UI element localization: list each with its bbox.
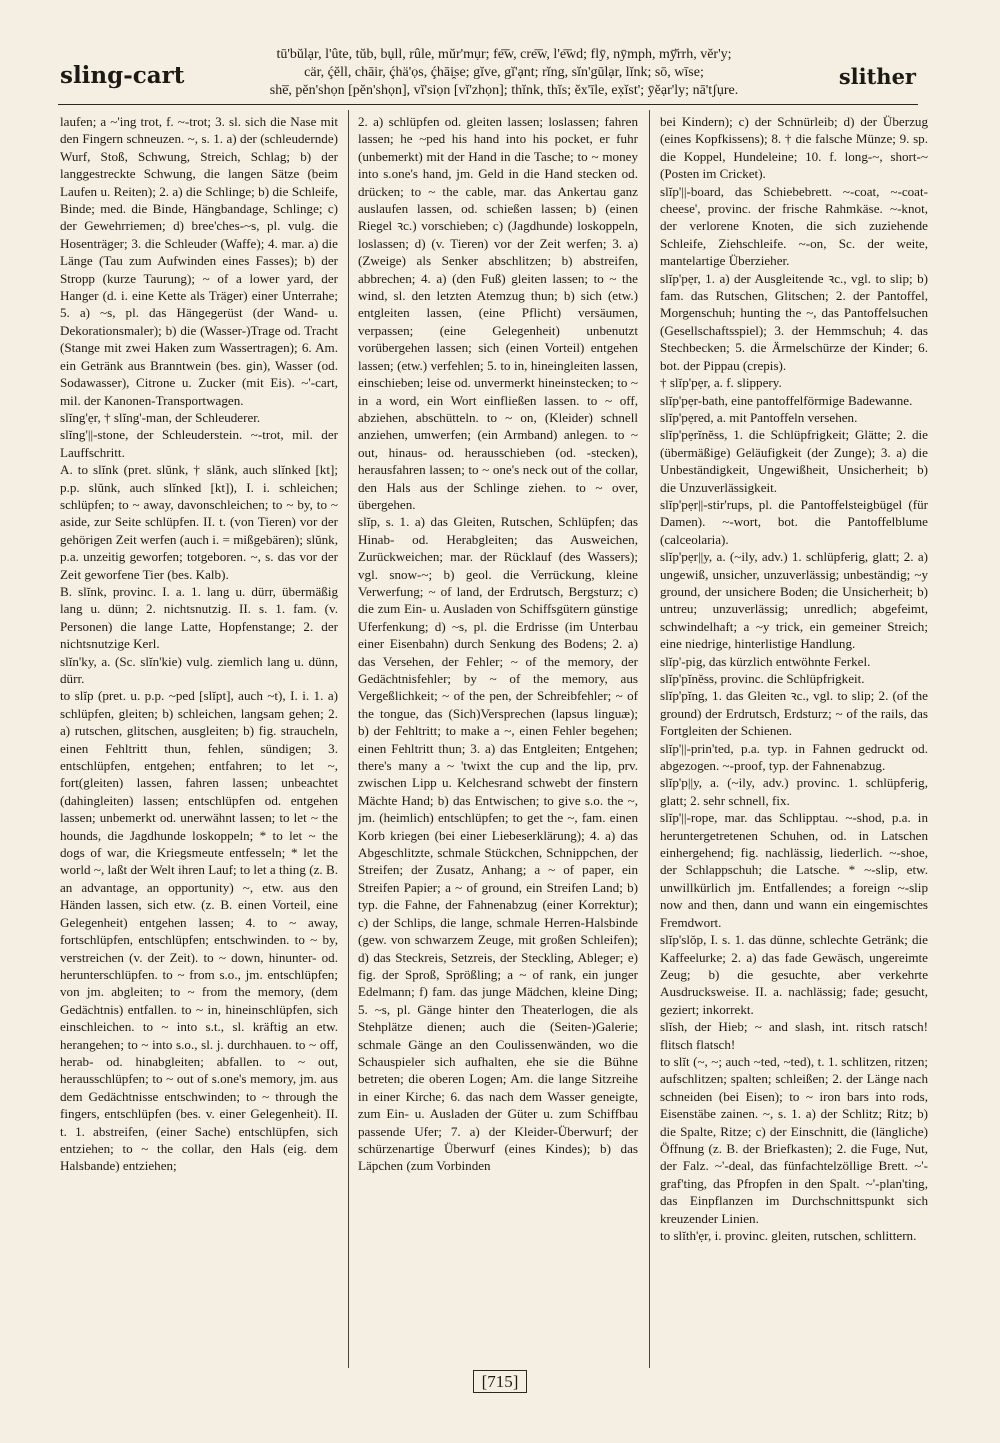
dictionary-entry: to slĭp (pret. u. p.p. ~ped [slĭpt], auch ~t), I. i. 1. a) schlüpfen, gleiten; b) schleichen, langsam gehen; 2. a) rutschen, glitschen, ausgleiten; b) fig. straucheln, einen Fehltritt thun, fehlen, sündigen; 3. entschlüpfen, entgehen; entfahren; to let ~, fort(gleiten) lassen, fahren lassen; unbeachtet (dahingleiten) lassen; entschlüpfen od. entgehen lassen; unbemerkt od. unerwähnt lassen; to let ~ the hounds, die Jagdhunde loskoppeln; * to let ~ the dogs of war, die Kriegsmeute entfesseln; * let the world ~, laßt der Welt ihren Lauf; to let a thing (z. B. an advantage, an opportunity) ~, etw. aus den Händen lassen, sich etw. (z. B. einen Vorteil, eine Gelegenheit) entgehen lassen; 4. to ~ away, fortschlüpfen, entschlüpfen; entschwinden. to ~ by, verstreichen (v. der Zeit). to ~ down, hinunter- od. herunterschlüpfen. to ~ from s.o., jm. entschlüpfen; von jm. abgleiten; to ~ from the memory, (dem Gedächtnis) entfallen. to ~ in, hineinschlüpfen, sich einschleichen. to ~ into s.t., sl. kräftig an etw. herangehen; to ~ into s.o., sl. j. durchhauen. to ~ off, herab- od. hinabgleiten; abfallen. to ~ out, herausschlüpfen; to ~ out of s.one's memory, jm. aus dem Gedächtnisse entschwinden; to ~ through the fingers, entschlüpfen (bes. v. einer Gelegenheit). II. t. 1. abstreifen, (einer Sache) entschlüpfen, sich entziehen; to ~ the collar, den Hals (eig. dem Halsbande) entziehen; xyxy=(60,688,338,1174)
pronunciation-key xyxy=(214,46,794,100)
dictionary-entry: slĭp, s. 1. a) das Gleiten, Rutschen, Schlüpfen; das Hinab- od. Herabgleiten; das Ausweichen, Zurückweichen; mar. der Rücklauf (des Wassers); vgl. snow-~; b) geol. die Verrückung, kleine Verwerfung; ~ of land, der Erdrutsch, Bergsturz; c) die zum Ein- u. Ausladen von Schiffsgütern günstige Uferfenkung; d) ~s, pl. die Erdrisse (im Unterbau einer Eisenbahn) durch Senkung des Bodens; 2. a) das Versehen, der Fehler; ~ of the memory, der Gedächtnisfehler; by ~ of the memory, aus Vergeßlichkeit; ~ of the pen, der Schreibfehler; ~ of the tongue, das (Sich)Versprechen (lapsus linguæ); b) der Fehltritt; to make a ~, einen Fehler begehen; einen Fehltritt thun; 3. a) das Entgleiten; Entgehen; there's many a ~ 'twixt the cup and the lip, prv. zwischen Lipp u. Kelchesrand schwebt der finstern Mächte Hand; b) das Entwischen; to give s.o. the ~, jm. (heimlich) entschlüpfen; to get the ~, fam. einen Korb kriegen (bei einer Liebeserklärung); 4. a) das Abgeschlitzte, schmale Stückchen, Schnippchen, der Streifen; der Zusatz, Anhang; a ~ of paper, ein Streifen Papier; a ~ of ground, ein Streifen Land; b) typ. die Fahne, der Fahnenabzug (einer Korrektur); c) der Schlips, die lange, schmale Herren-Halsbinde (gew. von schwarzem Zeuge, mit großen Schleifen); d) das Steckreis, Setzreis, der Steckling, Ableger; e) fig. der Sproß, Sprößling; a ~ of rank, ein junger Edelmann; f) fam. das junge Mädchen, kleine Ding; 5. ~s, pl. Gänge hinter den Theaterlogen, die als Stehplätze dienen; auch die (Seiten-)Galerie; schmale Gänge an den Coulissenwänden, wo die Schauspieler sich aufhalten, ehe sie die Bühne betreten; die oberen Logen; Am. die lange Sitzreihe in einer Kirche; 6. das nach dem Wasser geneigte, zum Ein- u. Ausladen der Güter u. zum Schiffbau passende Ufer; 7. a) der Kleider-Überwurf; der schürzenartige Überwurf (eines Kindes); b) das Läpchen (zum Vorbinden xyxy=(358,514,638,1174)
dictionary-entry: to slĭth'ẹr, i. provinc. gleiten, rutschen, schlittern. xyxy=(660,1228,917,1243)
dictionary-entry: slĭp'pẹred, a. mit Pantoffeln versehen. xyxy=(660,409,858,425)
running-head-right: slither xyxy=(838,64,916,89)
dictionary-entry: slĭp'pẹr||y, a. (~ily, adv.) 1. schlüpferig, glatt; 2. a) ungewiß, unsicher, unzuverlässig; unbeständig; ~y ground, der unsichere Boden; die Unsicherheit; b) untreu; unzuverlässig; unredlich; abgefeimt, schwindelhaft; a ~y trick, ein gemeiner Streich; eine niedrige, hinterlistige Handlung. xyxy=(660,549,928,652)
running-head-left: sling-cart xyxy=(60,62,185,89)
dictionary-entry: slĭsh, der Hieb; ~ and slash, int. ritsch ratsch! flitsch flatsch! xyxy=(660,1019,928,1052)
dictionary-entry: slĭp'pẹr, 1. a) der Ausgleitende ꝛc., vgl. to slip; b) fam. das Rutschen, Glitschen; 2. der Pantoffel, Morgenschuh; hunting the ~, das Pantoffelsuchen (Gesellschaftsspiel); 3. der Hemmschuh; 4. das Stechbecken; 5. die Ärmelschürze der Kinder; 6. bot. der Pippau (crepis). xyxy=(660,270,928,373)
dictionary-entry: slĭp'pẹrĭnĕss, 1. die Schlüpfrigkeit; Glätte; 2. die (übermäßige) Geläufigkeit (der Zunge); 3. a) die Unbeständigkeit, Ungewißheit, Unsicherheit; b) die Unzuverlässigkeit. xyxy=(660,427,928,495)
dictionary-entry: slĭp'-pig, das kürzlich entwöhnte Ferkel. xyxy=(660,653,871,669)
dictionary-entry: slĭng'||-stone, der Schleuderstein. ~-trot, mil. der Lauffschritt. xyxy=(60,427,338,460)
dictionary-entry: B. slĭnk, provinc. I. a. 1. lang u. dürr, übermäßig lang u. dünn; 2. nichtsnutzig. II. s. 1. fam. (v. Personen) die lange Latte, Hopfenstange; 2. der nichtsnutzige Kerl. xyxy=(60,583,338,652)
dictionary-entry: 2. a) schlüpfen od. gleiten lassen; loslassen; fahren lassen; he ~ped his hand into his pocket, er fuhr (unbemerkt) mit der Hand in die Tasche; to ~ money into s.one's hand, jm. Geld in die Hand stecken od. drücken; to ~ the cable, mar. das Ankertau ganz auslaufen lassen, od. schießen lassen; b) (einen Riegel ꝛc.) vorschieben; c) (Jagdhunde) loskoppeln, loslassen; d) (v. Tieren) vor der Zeit werfen; 3. a) (Zweige) als Senker abschlitzen; b) abstreifen, abbrechen; 4. a) (den Fuß) gleiten lassen; to ~ the wind, sl. den letzten Atemzug thun; b) sich (etw.) entgleiten lassen, (eine Pflicht) versäumen, verpassen; (eine Gelegenheit) unbenutzt vorübergehen lassen; sich (einen Vorteil) entgehen lassen; (etw.) verfehlen; 5. to in, hineingleiten lassen, einschieben; leise od. unvermerkt hineinstecken; to ~ in a word, ein Wort einfließen lassen. to ~ off, abziehen, abschütteln. to ~ on, (Kleider) schnell anziehen, umwerfen; (ein Armband) anlegen. to ~ out, hinaus- od. herausschieben (od. -stecken), herausfahren lassen; to ~ one's neck out of the collar, den Hals aus der Schlinge ziehen. to ~ over, übergehen. xyxy=(358,114,638,512)
dictionary-entry: laufen; a ~'ing trot, f. ~-trot; 3. sl. sich die Nase mit den Fingern schneuzen. ~, s. 1. a) der (schleudernde) Wurf, Stoß, Schwung, Streich, Schlag; b) der langgestreckte Schwung, die langen Sätze (beim Laufen u. Reiten); 2. a) die Schlinge; b) die Schleife, Binde; med. die Binde, Hängbandage, Schlinge; c) der Gewehrriemen; d) bree'ches-~s, pl. vulg. die Hosenträger; 3. die Schleuder (Waffe); 4. mar. a) die Länge (Tau zum Aufwinden eines Fasses); b) der Stropp (kurze Taurung); ~ of a lower yard, der Hanger (d. i. eine Kette als Träger) einer Unterrahe; 5. a) ~s, pl. das Hängegerüst (der Wand- u. Dekorationsmaler); b) die (Wasser-)Trage od. Tracht (Stange mit zwei Haken zum Wassertragen); 6. Am. ein Getränk aus Branntwein (bes. gin), Wasser (od. Sodawasser), Citrone u. Zucker (mit Eis). ~'-cart, mil. der Kanonen-Transportwagen. xyxy=(60,114,338,408)
page-number-text: [715] xyxy=(473,1370,528,1393)
column-3 xyxy=(660,113,928,1365)
header-rule xyxy=(58,104,918,105)
dictionary-entry: slĭp'slŏp, I. s. 1. das dünne, schlechte Getränk; die Kaffeelurke; 2. a) das fade Gewäsch, ungereimte Zeug; b) die gesuchte, aber verkehrte Ausdrucksweise. II. a. nachlässig; fade; gesucht, geziert; inkorrekt. xyxy=(660,932,928,1017)
dictionary-entry: A. to slĭnk (pret. slŭnk, † slănk, auch slĭnked [kt]; p.p. slŭnk, auch slĭnked [kt]), I. i. schleichen; schlüpfen; to ~ away, davonschleichen; to ~ by, to ~ aside, zur Seite schlüpfen. II. t. (von Tieren) vor der gehörigen Zeit werfen (auch i. = mißgebären); slŭnk, p.a. unzeitig geworfen; totgeboren. ~, s. das vor der Zeit geworfene Tier (bes. Kalb). xyxy=(60,462,338,582)
dictionary-entry: slĭn'ky, a. (Sc. slĭn'kie) vulg. ziemlich lang u. dünn, dürr. xyxy=(60,653,338,686)
dictionary-entry: bei Kindern); c) der Schnürleib; d) der Überzug (eines Kopfkissens); 8. † die falsche Münze; 9. sp. die Koppel, Hundeleine; 10. f. long-~, short-~ (Posten im Cricket). xyxy=(660,114,928,182)
column-divider xyxy=(348,110,349,1368)
column-1 xyxy=(60,113,338,1365)
dictionary-entry: slĭng'ẹr, † slĭng'-man, der Schleuderer. xyxy=(60,409,261,425)
dictionary-entry: slĭp'||-board, das Schiebebrett. ~-coat, ~-coat-cheese', provinc. der frische Rahmkäse. ~-knot, der verlorene Knoten, die sich zuziehende Schleife, Ziehschleife. ~-on, Sc. der weite, mantelartige Überzieher. xyxy=(660,183,928,269)
dictionary-entry: slĭp'pẹr||-stir'rups, pl. die Pantoffelsteigbügel (für Damen). ~-wort, bot. die Pantoffelblume (calceolaria). xyxy=(660,496,928,547)
column-2 xyxy=(358,113,638,1365)
pronunciation-key-line: tū'bŭlạr, l'ûte, tŭb, bụll, rûle, mŭr'mụr; fe͞w, cre͞w, l'e͞wd; flȳ, nȳmph, mȳ̆rrh, vĕr'y; xyxy=(276,47,732,62)
dictionary-entry: slĭp'||-rope, mar. das Schlipptau. ~-shod, p.a. in heruntergetretenen Schuhen, od. in Latschen einhergehend; fig. nachlässig, liederlich. ~-shoe, der Schlappschuh; die Latsche. * ~-slip, etw. unwillkürlich jm. Entfallendes; a foreign ~-slip now and then, dann und wann ein eingemischtes Fremdwort. xyxy=(660,810,928,930)
column-divider xyxy=(649,110,650,1368)
dictionary-entry: † slĭp'pẹr, a. f. slippery. xyxy=(660,375,782,391)
dictionary-entry: slĭp'pẹr-bath, eine pantoffelförmige Badewanne. xyxy=(660,392,913,408)
dictionary-entry: slĭp'||-prin'ted, p.a. typ. in Fahnen gedruckt od. abgezogen. ~-proof, typ. der Fahnenabzug. xyxy=(660,740,928,774)
dictionary-entry: slĭp'p||y, a. (~ily, adv.) provinc. 1. schlüpferig, glatt; 2. sehr schnell, fix. xyxy=(660,775,928,808)
dictionary-entry: to slĭt (~, ~; auch ~ted, ~ted), t. 1. schlitzen, ritzen; aufschlitzen; spalten; schleißen; 2. der Länge nach schneiden (bei Eisen); to ~ iron bars into rods, Eisenstäbe zainen. ~, s. 1. a) der Schlitz; Ritz; b) die Spalte, Ritze; c) der Einschnitt, die (längliche) Öffnung (z. B. der Briefkasten); 2. die Fuge, Nut, der Falz. ~'-deal, das fünfachtelzöllige Brett. ~'-graf'ting, das Pfropfen in den Spalt. ~'-plan'ting, das Einpflanzen im Durchschnittspunkt sich kreuzender Linien. xyxy=(660,1053,928,1226)
dictionary-entry: slĭp'pĭnĕss, provinc. die Schlüpfrigkeit. xyxy=(660,671,865,686)
pronunciation-key-line: she̅, pĕn'shọn [pĕn'shọn], vĭ'siọn [vĭ'zhọn]; thĭnk, thĭs; ĕx'īle, ex̣ĭst'; ȳĕạr'ly; nā'tʃụre. xyxy=(269,83,739,98)
page-number xyxy=(0,1372,1000,1392)
dictionary-entry: slĭp'pĭng, 1. das Gleiten ꝛc., vgl. to slip; 2. (of the ground) der Erdrutsch, Erdsturz; ~ of the rails, das Fortgleiten der Schienen. xyxy=(660,688,928,739)
pronunciation-key-line: cär, ḉĕll, chāir, ḉhä'ọs, ḉhāi̯se; gĭve, gĭ'ạnt; rĭng, sĭn'gūlạr, lĭnk; sō, wīse; xyxy=(304,65,704,80)
